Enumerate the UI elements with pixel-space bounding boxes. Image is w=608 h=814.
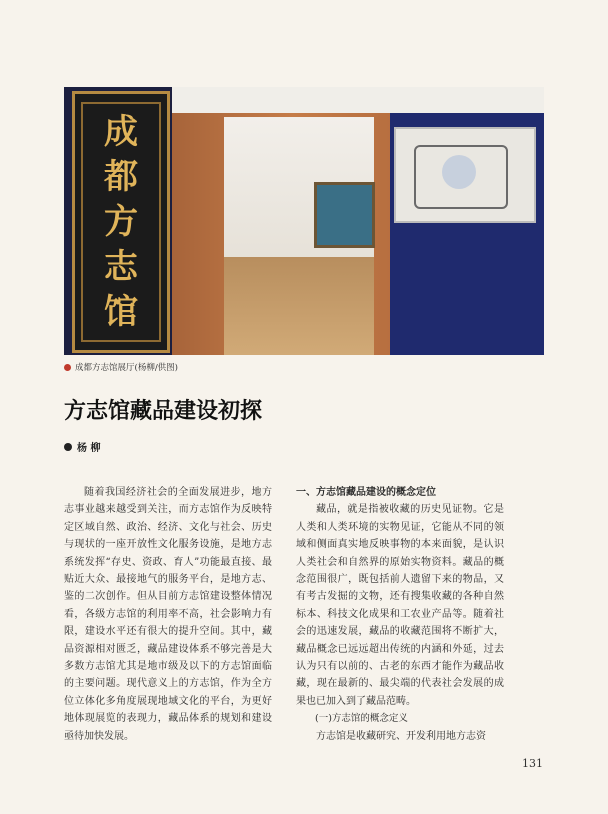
left-column <box>64 484 272 745</box>
museum-name-plaque <box>72 91 170 353</box>
right-column <box>296 484 504 745</box>
exhibition-hall-photo <box>64 87 544 355</box>
photo-caption <box>64 361 178 373</box>
floor-plan-circle <box>442 155 476 189</box>
inner-display-screen <box>314 182 375 248</box>
page-number: 131 <box>522 757 543 770</box>
author-name: 杨 柳 <box>77 443 101 454</box>
plaque-frame <box>81 102 161 342</box>
plaque-char: 馆 <box>104 292 138 332</box>
caption-bullet-icon <box>64 364 71 371</box>
corridor-floor <box>224 257 374 355</box>
author-line <box>64 439 100 454</box>
plaque-char: 成 <box>104 112 138 152</box>
plaque-char: 方 <box>104 202 138 242</box>
section-heading: 一、方志馆藏品建设的概念定位 <box>296 487 436 498</box>
intro-paragraph: 随着我国经济社会的全面发展进步，地方志事业越来越受到关注，而方志馆作为反映特定区域自然、政治、经济、文化与社会、历史与现状的一座开放性文化服务设施，是地方志系统发挥“存史、资政、育人”功能最直接、最贴近大众、最接地气的服务平台，是地方志、鉴的二次创作。但从目前方志馆建设整体情况看，各级方志馆的利用率不高，社会影响力有限，建设水平还有很大的提升空间。其中，藏品资源相对匮乏，藏品建设体系不够完善是大多数方志馆尤其是地市级及以下的方志馆面临的主要问题。现代意义上的方志馆，作为全方位立体化多角度展现地域文化的平台，为更好地体现展览的表现力，藏品体系的规划和建设亟待加快发展。 <box>64 487 272 742</box>
body-paragraph: 方志馆是收藏研究、开发利用地方志资 <box>316 730 486 742</box>
author-bullet-icon <box>64 443 72 451</box>
ceiling <box>172 87 544 113</box>
article-title: 方志馆藏品建设初探 <box>64 399 263 424</box>
caption-text: 成都方志馆展厅(杨柳/供图) <box>75 363 178 373</box>
body-paragraph: 藏品，就是指被收藏的历史见证物。它是人类和人类环境的实物见证，它能从不同的领域和侧面真实地反映事物的本来面貌，是认识人类社会和自然界的原始实物资料。藏品的概念范围很广，既包括前人遗留下来的物品，又有考古发掘的文物，还有搜集收藏的各种自然标本、科技文化成果和工农业产品等。随着社会的迅速发展，藏品的收藏范围将不断扩大，藏品概念已远远超出传统的内涵和外延，过去认为只有以前的、古老的东西才能作为藏品收藏，现在最新的、最尖端的代表社会发展的成果也已加入到了藏品范畴。 <box>296 504 504 707</box>
subsection-heading: (一)方志馆的概念定义 <box>315 713 408 725</box>
plaque-char: 志 <box>104 247 138 287</box>
plaque-char: 都 <box>104 157 138 197</box>
